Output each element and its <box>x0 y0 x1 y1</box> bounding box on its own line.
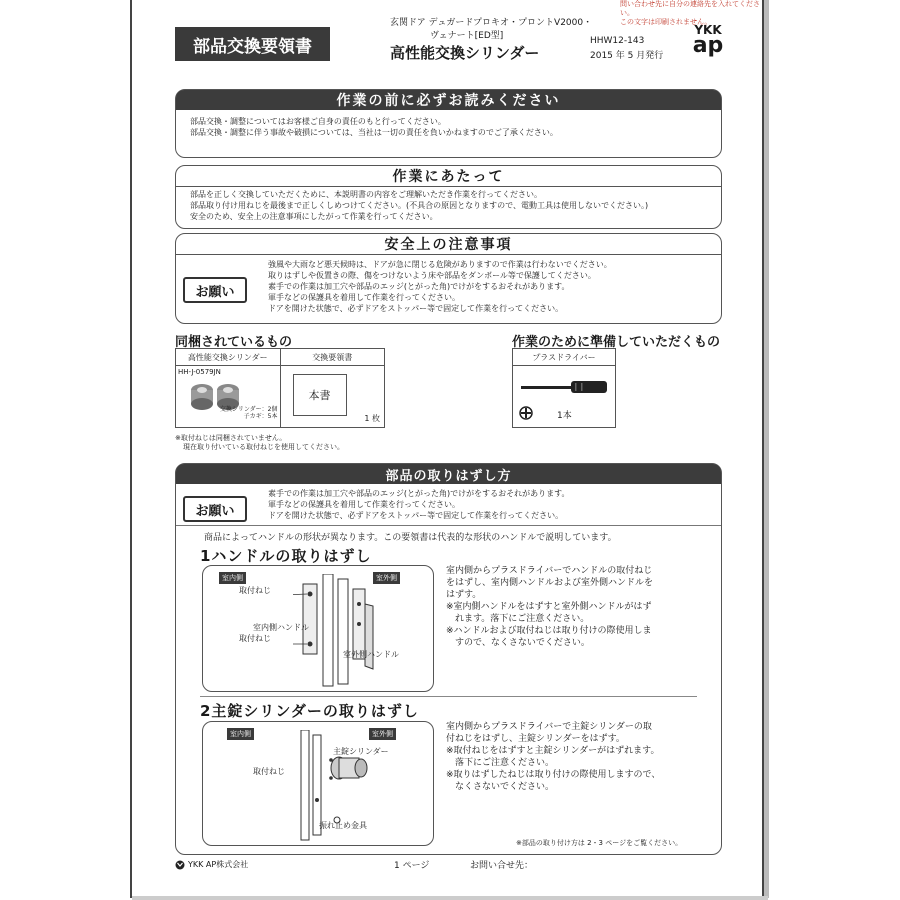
included-col1: 高性能交換シリンダー <box>176 349 281 366</box>
text-line: をはずし、室内側ハンドルおよび室外側ハンドルを <box>446 578 654 588</box>
safety-title: 安全上の注意事項 <box>176 234 721 255</box>
page-shadow-bottom <box>132 896 768 900</box>
text-line: 軍手などの保護具を着用して作業を行ってください。 <box>268 500 460 509</box>
label-screw-2: 取付ねじ <box>253 767 285 776</box>
on-work-title: 作業にあたって <box>176 166 721 187</box>
removal-intro: 商品によってハンドルの形状が異なります。この要領書は代表的な形状のハンドルで説明しています。 <box>204 533 617 543</box>
text-line: 安全のため、安全上の注意事項にしたがって作業を行ってください。 <box>190 212 438 221</box>
text-line: はずす。 <box>446 590 482 600</box>
step1-text <box>446 565 716 649</box>
text-line: ※取りはずしたねじは取り付けの際使用しますので、 <box>446 770 661 780</box>
safety-text <box>268 259 718 314</box>
text-line: 素手での作業は加工穴や部品のエッジ(とがった角)でけがをするおそれがあります。 <box>268 282 570 291</box>
page-shadow-right <box>764 0 769 898</box>
corner-note-line: この文字は印刷されません。 <box>620 18 712 26</box>
removal-notice <box>268 488 718 521</box>
cylinder-note <box>220 406 278 420</box>
included-title: 同梱されているもの <box>175 335 293 350</box>
text-line: ドアを開けた状態で、必ずドアをストッパー等で固定して作業を行ってください。 <box>268 511 564 520</box>
included-notes <box>175 434 344 452</box>
label-screw-top: 取付ねじ <box>239 586 271 595</box>
cylinder-note-line: 子カギ：5本 <box>243 413 278 420</box>
logo-bottom: ap <box>692 33 724 58</box>
screwdriver-icon <box>521 378 611 396</box>
doc-code: HHW12-143 <box>590 36 645 46</box>
text-line: 落下にご注意ください。 <box>446 758 555 768</box>
issue-date: 2015 年 5 月発行 <box>590 51 664 61</box>
tag-outdoor-2: 室外側 <box>369 728 396 740</box>
tag-indoor-2: 室内側 <box>227 728 254 740</box>
product-line2: ヴェナート[ED型] <box>430 31 504 41</box>
on-work-section <box>175 165 722 229</box>
label-screw-mid: 取付ねじ <box>239 634 271 643</box>
included-table <box>175 348 385 428</box>
footer-page: 1 ページ <box>394 861 430 871</box>
label-outdoor-handle: 室外側ハンドル <box>343 650 399 659</box>
included-col2: 交換要領書 <box>280 349 385 366</box>
tag-outdoor: 室外側 <box>373 572 400 584</box>
text-line: 付ねじをはずし、主錠シリンダーをはずす。 <box>446 734 625 744</box>
step2-figure <box>202 721 434 846</box>
safety-section <box>175 233 722 324</box>
step2-text <box>446 721 716 793</box>
step2-title: 2主錠シリンダーの取りはずし <box>200 702 419 720</box>
ykk-ap-logo <box>688 24 728 56</box>
note-line: ※取付ねじは同梱されていません。 <box>175 434 287 442</box>
manual-qty: 1 枚 <box>364 414 380 423</box>
text-line: ※取付ねじをはずすと主錠シリンダーがはずれます。 <box>446 746 660 756</box>
cylinder-cell <box>176 366 281 428</box>
text-line: 部品を正しく交換していただくために、本説明書の内容をご理解いただき作業を行ってください。 <box>190 190 542 199</box>
cylinder-note-line: 交換シリンダー：2個 <box>219 406 278 413</box>
step1-title: 1ハンドルの取りはずし <box>200 547 372 565</box>
label-main-cylinder: 主錠シリンダー <box>333 747 389 756</box>
text-line: ※室内側ハンドルをはずすと室外側ハンドルがはず <box>446 602 652 612</box>
before-work-text <box>190 116 558 138</box>
prepare-table <box>512 348 616 428</box>
removal-section <box>175 463 722 855</box>
footer-company <box>175 859 248 870</box>
onegai-badge: お願い <box>183 277 247 303</box>
text-line: れます。落下にご注意ください。 <box>446 614 590 624</box>
logo-top: YKK <box>694 23 722 37</box>
product-line1: 玄関ドア デュガードプロキオ・プロントV2000・ <box>390 18 593 28</box>
manual-image: 本書 <box>293 374 347 416</box>
before-work-section <box>175 89 722 158</box>
text-line: 部品交換・調整に伴う事故や破損については、当社は一切の責任を負いかねますのでご了承ください。 <box>190 128 558 137</box>
onegai-badge-2: お願い <box>183 496 247 522</box>
text-line: ドアを開けた状態で、必ずドアをストッパー等で固定して作業を行ってください。 <box>268 304 564 313</box>
divider <box>176 525 721 526</box>
corner-note-line: 問い合わせ先に自分の連絡先を入れてください。 <box>620 0 760 17</box>
phillips-plus-icon <box>519 406 533 420</box>
prepare-qty: 1本 <box>557 411 572 421</box>
note-line: 現在取り付いている取付ねじを使用してください。 <box>183 443 344 451</box>
text-line: 部品取り付け用ねじを最後まで正しくしめつけてください。(不具合の原因となりますので、電動工具は使用しないでください。) <box>190 201 649 210</box>
step1-figure <box>202 565 434 692</box>
text-line: 室内側からプラスドライバーでハンドルの取付ねじ <box>446 566 653 576</box>
text-line: ※ハンドルおよび取付ねじは取り付けの際使用しま <box>446 626 652 636</box>
text-line: 部品交換・調整についてはお客様ご自身の責任のもと行ってください。 <box>190 117 446 126</box>
product-title: 高性能交換シリンダー <box>390 44 540 62</box>
text-line: 素手での作業は加工穴や部品のエッジ(とがった角)でけがをするおそれがあります。 <box>268 489 570 498</box>
handle-diagram <box>293 574 423 689</box>
prepare-title: 作業のために準備していただくもの <box>512 335 721 350</box>
text-line: すので、なくさないでください。 <box>446 638 590 648</box>
tag-indoor: 室内側 <box>219 572 246 584</box>
part-number: HH-J-0579JN <box>178 368 221 376</box>
document-page <box>130 0 764 898</box>
before-work-title: 作業の前に必ずお読みください <box>176 90 721 110</box>
prepare-tool: プラスドライバー <box>513 349 616 366</box>
driver-cell <box>513 366 616 428</box>
text-line: 軍手などの保護具を着用して作業を行ってください。 <box>268 293 460 302</box>
company-name: YKK AP株式会社 <box>188 860 249 869</box>
text-line: 取りはずしや仮置きの際、傷をつけないよう床や部品をダンボール等で保護してください。 <box>268 271 596 280</box>
on-work-text <box>190 189 720 222</box>
text-line: なくさないでください。 <box>446 782 555 792</box>
doc-title: 部品交換要領書 <box>175 27 330 61</box>
text-line: 強風や大雨など悪天候時は、ドアが急に閉じる危険がありますので作業は行わないでください。 <box>268 260 612 269</box>
manual-cell <box>280 366 385 428</box>
text-line: 室内側からプラスドライバーで主錠シリンダーの取 <box>446 722 652 732</box>
step2-footnote: ※部品の取り付け方は 2・3 ページをご覧ください。 <box>516 839 683 847</box>
step-divider <box>200 696 697 697</box>
label-indoor-handle: 室内側ハンドル <box>253 623 309 632</box>
ykk-mark-icon <box>175 860 185 870</box>
footer-contact: お問い合せ先： <box>470 861 534 871</box>
label-stop-bracket: 振れ止め金具 <box>319 821 367 830</box>
removal-title: 部品の取りはずし方 <box>176 464 721 484</box>
